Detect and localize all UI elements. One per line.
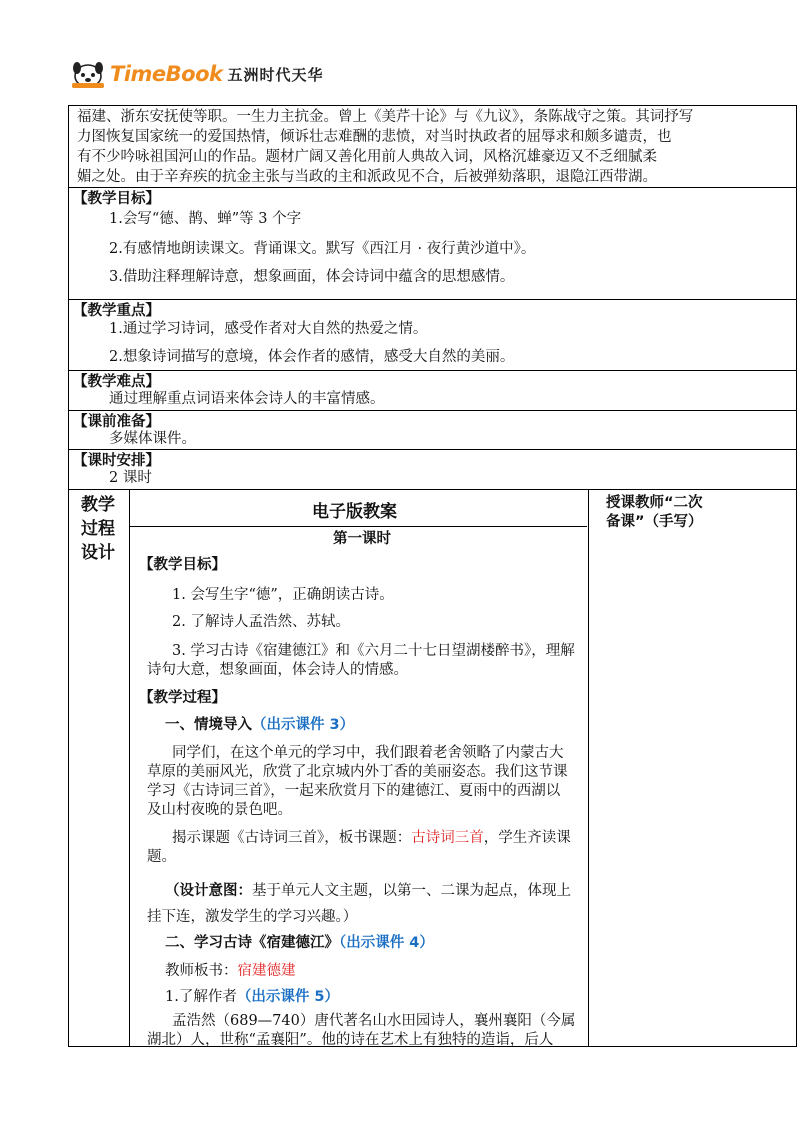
goals-heading: 【教学目标】 (73, 191, 160, 207)
side-label: 设计 (81, 543, 115, 563)
author-paragraph-line: 孟浩然（689—740）唐代著名山水田园诗人，襄州襄阳（今属 (172, 1013, 576, 1029)
paragraph-line: 学习《古诗词三首》，一起来欣赏月下的建德江、夏雨中的西湖以 (147, 783, 561, 799)
lesson-goal: 1. 会写生字“德”，正确朗读古诗。 (172, 587, 394, 603)
keypoint-item: 2.想象诗词描写的意境，体会作者的感情，感受大自然的美丽。 (109, 349, 515, 365)
author-tag: （出示课件 5） (236, 989, 339, 1005)
intro-line: 福建、浙东安抚使等职。一生力主抗金。曾上《美芹十论》与《九议》，条陈战守之策。其词抒写 (77, 109, 694, 125)
prep-text: 多媒体课件。 (109, 431, 196, 447)
side-label: 教学 (81, 495, 115, 515)
intro-line: 力图恢复国家统一的爱国热情，倾诉壮志难酬的悲愤，对当时执政者的屈辱求和颇多谴责，也 (77, 129, 672, 145)
board-text-red: 宿建德建 (237, 963, 296, 979)
design-intent-line: 挂下连，激发学生的学习兴趣。） (147, 909, 358, 925)
section-2-heading (165, 933, 434, 954)
timebook-logo (70, 57, 324, 91)
side-label: 过程 (81, 519, 115, 539)
author-label: 1.了解作者 (165, 989, 237, 1005)
topic-line: 题。 (147, 849, 176, 865)
brand-english: TimeBook (110, 62, 223, 86)
lesson-goals-heading: 【教学目标】 (139, 557, 226, 573)
goal-item: 2.有感情地朗读课文。背诵课文。默写《西江月 · 夜行黄沙道中》。 (109, 241, 536, 257)
prep-heading: 【课前准备】 (73, 414, 160, 430)
topic-line (172, 828, 571, 849)
lesson-goal: 3. 学习古诗《宿建德江》和《六月二十七日望湖楼醉书》，理解 (172, 643, 575, 659)
schedule-heading: 【课时安排】 (73, 453, 160, 469)
intro-line: 媚之处。由于辛弃疾的抗金主张与当政的主和派政见不合，后被弹劾落职，退隐江西带湖。 (77, 169, 657, 185)
intro-line: 有不少吟咏祖国河山的作品。题材广阔又善化用前人典故入词，风格沉雄豪迈又不乏细腻柔 (77, 149, 657, 165)
topic-text: 揭示课题《古诗词三首》，板书课题： (172, 830, 412, 846)
paragraph-line: 及山村夜晚的景色吧。 (147, 802, 292, 818)
section-1-tag: （出示课件 3） (252, 717, 355, 733)
process-heading: 【教学过程】 (139, 690, 226, 706)
author-heading (165, 987, 339, 1008)
paragraph-line: 草原的美丽风光，欣赏了北京城内外丁香的美丽姿态。我们这节课 (147, 764, 568, 780)
section-1-title: 一、情境导入 (165, 717, 252, 733)
design-intent-line (165, 881, 571, 902)
board-line (165, 961, 296, 982)
section-1-heading (165, 715, 354, 736)
lesson-plan-table (68, 105, 797, 1047)
lesson-goal: 诗句大意，想象画面，体会诗人的情感。 (147, 662, 408, 678)
brand-chinese: 五洲时代天华 (227, 65, 324, 84)
difficulty-text: 通过理解重点词语来体会诗人的丰富情感。 (109, 391, 385, 407)
topic-text: ，学生齐读课 (483, 830, 571, 846)
section-2-tag: （出示课件 4） (339, 935, 434, 951)
dog-mascot-icon (70, 59, 106, 89)
section-2-title: 二、学习古诗《宿建德江》 (165, 935, 339, 951)
goal-item: 3.借助注释理解诗意，想象画面，体会诗词中蕴含的思想感情。 (109, 269, 515, 285)
difficulty-heading: 【教学难点】 (73, 374, 160, 390)
right-column-title: 备课”（手写） (606, 514, 703, 530)
board-title-red: 古诗词三首 (411, 830, 484, 846)
center-column-title: 电子版教案 (312, 502, 397, 522)
keypoint-item: 1.通过学习诗词，感受作者对大自然的热爱之情。 (109, 321, 428, 337)
lesson-goal: 2. 了解诗人孟浩然、苏轼。 (172, 614, 350, 630)
schedule-text: 2 课时 (109, 470, 152, 486)
right-column-title: 授课教师“二次 (606, 495, 703, 511)
lesson-title: 第一课时 (333, 531, 391, 547)
design-intent-text: 基于单元人文主题，以第一、二课为起点，体现上 (252, 883, 571, 899)
author-paragraph-line: 湖北）人，世称“孟襄阳”。他的诗在艺术上有独特的造诣，后人 (147, 1032, 554, 1047)
keypoints-heading: 【教学重点】 (73, 303, 160, 319)
paragraph-line: 同学们，在这个单元的学习中，我们跟着老舍领略了内蒙古大 (172, 745, 564, 761)
design-intent-label: （设计意图： (165, 883, 252, 899)
board-label: 教师板书： (165, 963, 238, 979)
goal-item: 1.会写“德、鹊、蝉”等 3 个字 (109, 211, 302, 227)
